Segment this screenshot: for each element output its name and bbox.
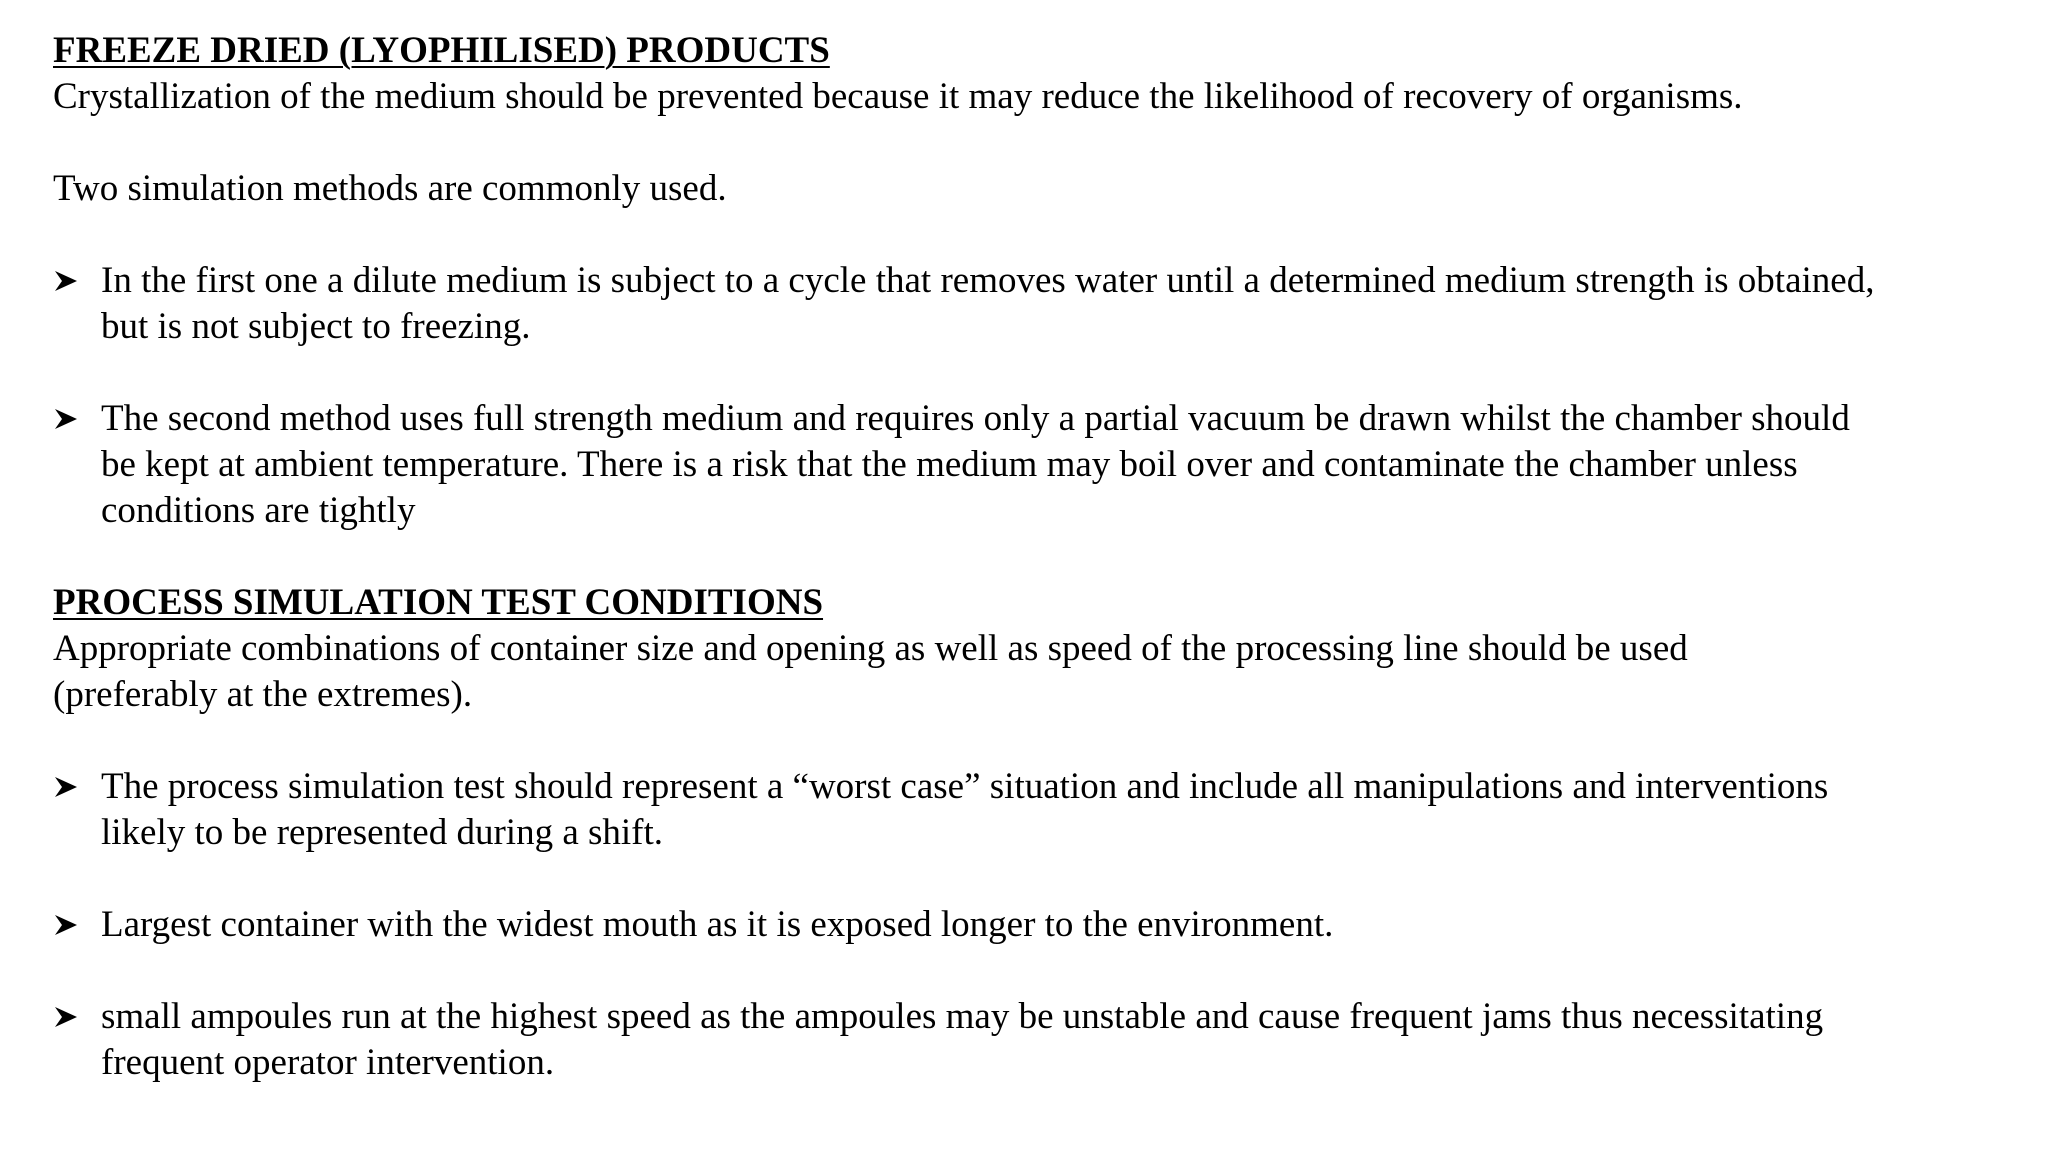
bullet-line: be kept at ambient temperature. There is a risk that the medium may boil over and contaminate the chamber unless [101, 444, 1798, 485]
bullet-item-worst-case [53, 764, 2013, 856]
arrowhead-bullet-icon [53, 396, 83, 442]
section-heading-freeze-dried: FREEZE DRIED (LYOPHILISED) PRODUCTS [53, 30, 830, 71]
bullet-item-small-ampoules [53, 994, 2013, 1086]
arrowhead-bullet-icon [53, 902, 83, 948]
bullet-line: likely to be represented during a shift. [101, 812, 664, 853]
spacer [53, 212, 2013, 258]
methods-intro-paragraph: Two simulation methods are commonly used. [53, 168, 727, 209]
bullet-line: Largest container with the widest mouth as it is exposed longer to the environment. [101, 904, 1334, 945]
paragraph-line: (preferably at the extremes). [53, 674, 473, 715]
bullet-line: but is not subject to freezing. [101, 306, 531, 347]
bullet-item-first-method [53, 258, 2013, 350]
bullet-line: The second method uses full strength medium and requires only a partial vacuum be drawn whilst the chamber should [101, 398, 1850, 439]
section-heading-process-simulation: PROCESS SIMULATION TEST CONDITIONS [53, 582, 824, 623]
spacer [53, 718, 2013, 764]
arrowhead-bullet-icon [53, 994, 83, 1040]
bullet-line: The process simulation test should represent a “worst case” situation and include all manipulations and interventions [101, 766, 1829, 807]
spacer [53, 350, 2013, 396]
document-page [53, 28, 2013, 1086]
crystallization-paragraph: Crystallization of the medium should be prevented because it may reduce the likelihood of recovery of organisms. [53, 76, 1743, 117]
appropriate-combinations-paragraph [53, 626, 2013, 718]
bullet-line: frequent operator intervention. [101, 1042, 555, 1083]
spacer [53, 120, 2013, 166]
bullet-item-second-method [53, 396, 2013, 534]
bullet-line: small ampoules run at the highest speed as the ampoules may be unstable and cause frequent jams thus necessitating [101, 996, 1824, 1037]
bullet-line: In the first one a dilute medium is subject to a cycle that removes water until a determined medium strength is obtained, [101, 260, 1875, 301]
paragraph-line: Appropriate combinations of container size and opening as well as speed of the processing line should be used [53, 628, 1688, 669]
bullet-line: conditions are tightly [101, 490, 416, 531]
spacer [53, 948, 2013, 994]
arrowhead-bullet-icon [53, 764, 83, 810]
arrowhead-bullet-icon [53, 258, 83, 304]
bullet-item-largest-container [53, 902, 2013, 948]
spacer [53, 856, 2013, 902]
spacer [53, 534, 2013, 580]
